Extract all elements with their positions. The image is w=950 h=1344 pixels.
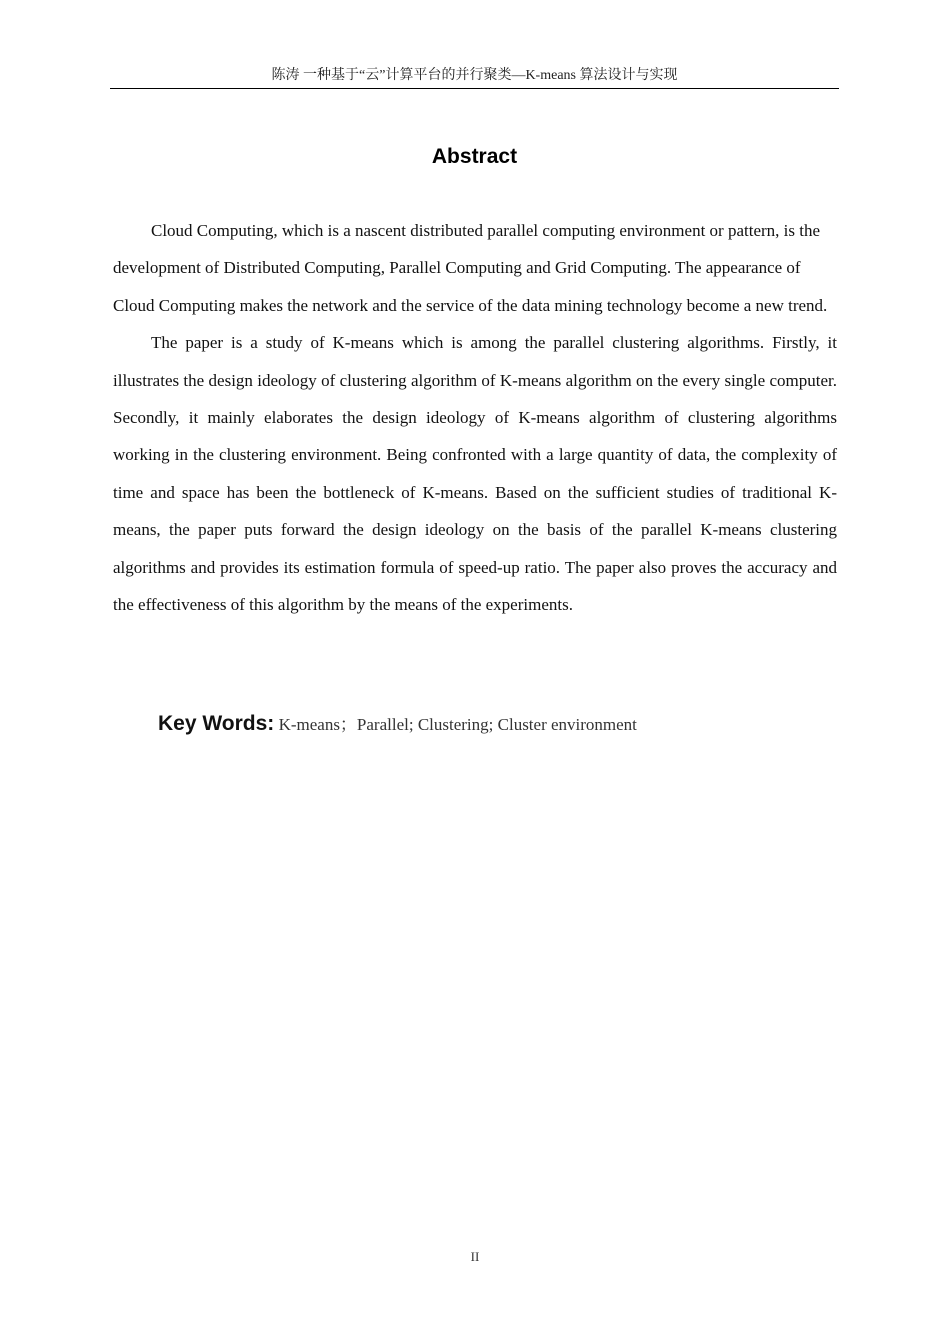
abstract-paragraph-2: The paper is a study of K-means which is among the parallel clustering algorithms. Firstly, it illustrates the design ideology of clustering algorithm of K-means algorithm on the every single computer. Secondly, it mainly elaborates the design ideology of K-means algorithm of clustering algorithms working in the clustering environment. Being confronted with a large quantity of data, the complexity of time and space has been the bottleneck of K-means. Based on the sufficient studies of traditional K-means, the paper puts forward the design ideology on the basis of the parallel K-means clustering algorithms and provides its estimation formula of speed-up ratio. The paper also proves the accuracy and the effectiveness of this algorithm by the means of the experiments.: [113, 333, 837, 615]
abstract-title: Abstract: [431, 145, 518, 168]
abstract-paragraph-1: Cloud Computing, which is a nascent distributed parallel computing environment or pattern, is the development of Distributed Computing, Parallel Computing and Grid Computing. The appearance of Cloud Computing makes the network and the service of the data mining technology become a new trend.: [113, 221, 828, 315]
abstract-body: [113, 212, 837, 623]
keywords-line: [158, 708, 637, 741]
running-header: 陈涛 一种基于“云”计算平台的并行聚类—K-means 算法设计与实现: [271, 68, 678, 83]
header-rule: [110, 88, 839, 89]
keywords-label: Key Words:: [158, 712, 275, 735]
keywords-values: K-means；Parallel; Clustering; Cluster environment: [278, 715, 637, 734]
page-number: II: [470, 1249, 480, 1264]
